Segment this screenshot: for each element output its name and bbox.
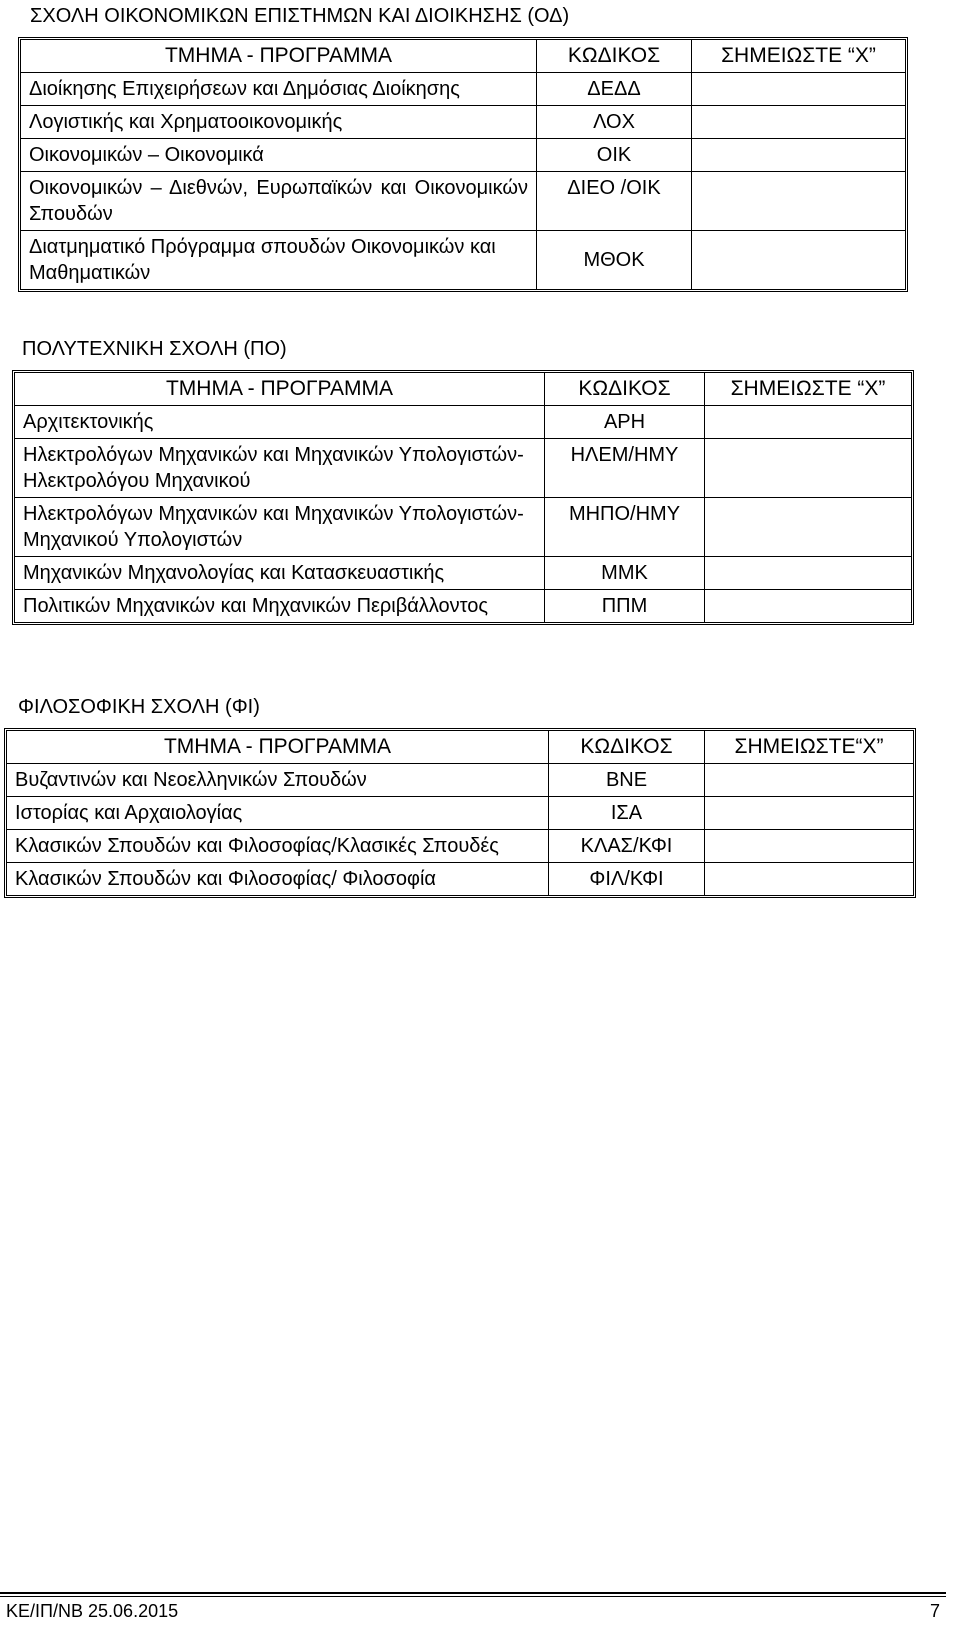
- program-code: ΑΡΗ: [545, 406, 705, 439]
- program-code: ΗΛΕΜ/ΗΜΥ: [545, 439, 705, 498]
- table-row: [7, 830, 913, 863]
- mark-cell[interactable]: [705, 830, 913, 863]
- table-row: [21, 73, 905, 106]
- mark-cell[interactable]: [692, 231, 905, 289]
- table-row: [15, 590, 911, 622]
- program-name: Βυζαντινών και Νεοελληνικών Σπουδών: [7, 764, 549, 797]
- program-name: Κλασικών Σπουδών και Φιλοσοφίας/Κλασικές Σπουδές: [7, 830, 549, 863]
- mark-cell[interactable]: [705, 439, 911, 498]
- footer-rule: [0, 1592, 946, 1597]
- program-name: Λογιστικής και Χρηματοοικονομικής: [21, 106, 537, 139]
- program-code: ΜΘΟΚ: [537, 231, 692, 289]
- program-name: Μηχανικών Μηχανολογίας και Κατασκευαστικής: [15, 557, 545, 590]
- table-row: [15, 439, 911, 498]
- table-row: [21, 172, 905, 231]
- header-code: ΚΩΔΙΚΟΣ: [537, 40, 692, 73]
- program-code: ΛΟΧ: [537, 106, 692, 139]
- program-code: ΚΛΑΣ/ΚΦΙ: [549, 830, 705, 863]
- section-title-economics: ΣΧΟΛΗ ΟΙΚΟΝΟΜΙΚΩΝ ΕΠΙΣΤΗΜΩΝ ΚΑΙ ΔΙΟΙΚΗΣΗΣ (ΟΔ): [30, 5, 570, 27]
- mark-cell[interactable]: [692, 172, 905, 231]
- table-row: [21, 231, 905, 289]
- program-code: ΔΕΔΔ: [537, 73, 692, 106]
- header-code: ΚΩΔΙΚΟΣ: [545, 373, 705, 406]
- page-number: 7: [929, 1601, 940, 1621]
- mark-cell[interactable]: [692, 73, 905, 106]
- program-name: Οικονομικών – Οικονομικά: [21, 139, 537, 172]
- table-row: [15, 406, 911, 439]
- mark-cell[interactable]: [705, 797, 913, 830]
- table-row: [21, 106, 905, 139]
- program-name: Ηλεκτρολόγων Μηχανικών και Μηχανικών Υπολογιστών- Μηχανικού Υπολογιστών: [15, 498, 545, 557]
- mark-cell[interactable]: [692, 106, 905, 139]
- table-row: [7, 797, 913, 830]
- header-mark: ΣΗΜΕΙΩΣΤΕ “Χ”: [692, 40, 905, 73]
- program-code: ΜΗΠΟ/ΗΜΥ: [545, 498, 705, 557]
- table-row: [15, 498, 911, 557]
- table-header-row: [15, 373, 911, 406]
- section-title-polytechnic: ΠΟΛΥΤΕΧΝΙΚΗ ΣΧΟΛΗ (ΠΟ): [22, 338, 287, 360]
- table-row: [21, 139, 905, 172]
- header-mark: ΣΗΜΕΙΩΣΤΕ “Χ”: [705, 373, 911, 406]
- table-header-row: [21, 40, 905, 73]
- program-code: ΠΠΜ: [545, 590, 705, 622]
- table-economics: [18, 37, 908, 292]
- mark-cell[interactable]: [705, 590, 911, 622]
- program-code: ΜΜΚ: [545, 557, 705, 590]
- section-title-philosophy: ΦΙΛΟΣΟΦΙΚΗ ΣΧΟΛΗ (ΦΙ): [18, 696, 260, 718]
- header-program: ΤΜΗΜΑ - ΠΡΟΓΡΑΜΜΑ: [21, 40, 537, 73]
- program-name: Αρχιτεκτονικής: [15, 406, 545, 439]
- header-mark: ΣΗΜΕΙΩΣΤΕ“Χ”: [705, 731, 913, 764]
- mark-cell[interactable]: [692, 139, 905, 172]
- mark-cell[interactable]: [705, 863, 913, 895]
- table-row: [15, 557, 911, 590]
- footer-reference: ΚΕ/ΙΠ/ΝΒ 25.06.2015: [6, 1601, 179, 1621]
- program-code: ΙΣΑ: [549, 797, 705, 830]
- program-name: Οικονομικών – Διεθνών, Ευρωπαϊκών και Οικονομικών Σπουδών: [21, 172, 537, 231]
- mark-cell[interactable]: [705, 557, 911, 590]
- table-header-row: [7, 731, 913, 764]
- table-row: [7, 863, 913, 895]
- table-philosophy: [4, 728, 916, 898]
- program-code: ΒΝΕ: [549, 764, 705, 797]
- program-name: Ηλεκτρολόγων Μηχανικών και Μηχανικών Υπολογιστών- Ηλεκτρολόγου Μηχανικού: [15, 439, 545, 498]
- table-polytechnic: [12, 370, 914, 625]
- program-name: Ιστορίας και Αρχαιολογίας: [7, 797, 549, 830]
- table-row: [7, 764, 913, 797]
- program-code: ΟΙΚ: [537, 139, 692, 172]
- program-name: Διατμηματικό Πρόγραμμα σπουδών Οικονομικών και Μαθηματικών: [21, 231, 537, 289]
- mark-cell[interactable]: [705, 498, 911, 557]
- mark-cell[interactable]: [705, 764, 913, 797]
- program-code: ΦΙΛ/ΚΦΙ: [549, 863, 705, 895]
- header-code: ΚΩΔΙΚΟΣ: [549, 731, 705, 764]
- header-program: ΤΜΗΜΑ - ΠΡΟΓΡΑΜΜΑ: [7, 731, 549, 764]
- mark-cell[interactable]: [705, 406, 911, 439]
- program-code: ΔΙΕΟ /ΟΙΚ: [537, 172, 692, 231]
- program-name: Διοίκησης Επιχειρήσεων και Δημόσιας Διοίκησης: [21, 73, 537, 106]
- program-name: Πολιτικών Μηχανικών και Μηχανικών Περιβάλλοντος: [15, 590, 545, 622]
- header-program: ΤΜΗΜΑ - ΠΡΟΓΡΑΜΜΑ: [15, 373, 545, 406]
- program-name: Κλασικών Σπουδών και Φιλοσοφίας/ Φιλοσοφία: [7, 863, 549, 895]
